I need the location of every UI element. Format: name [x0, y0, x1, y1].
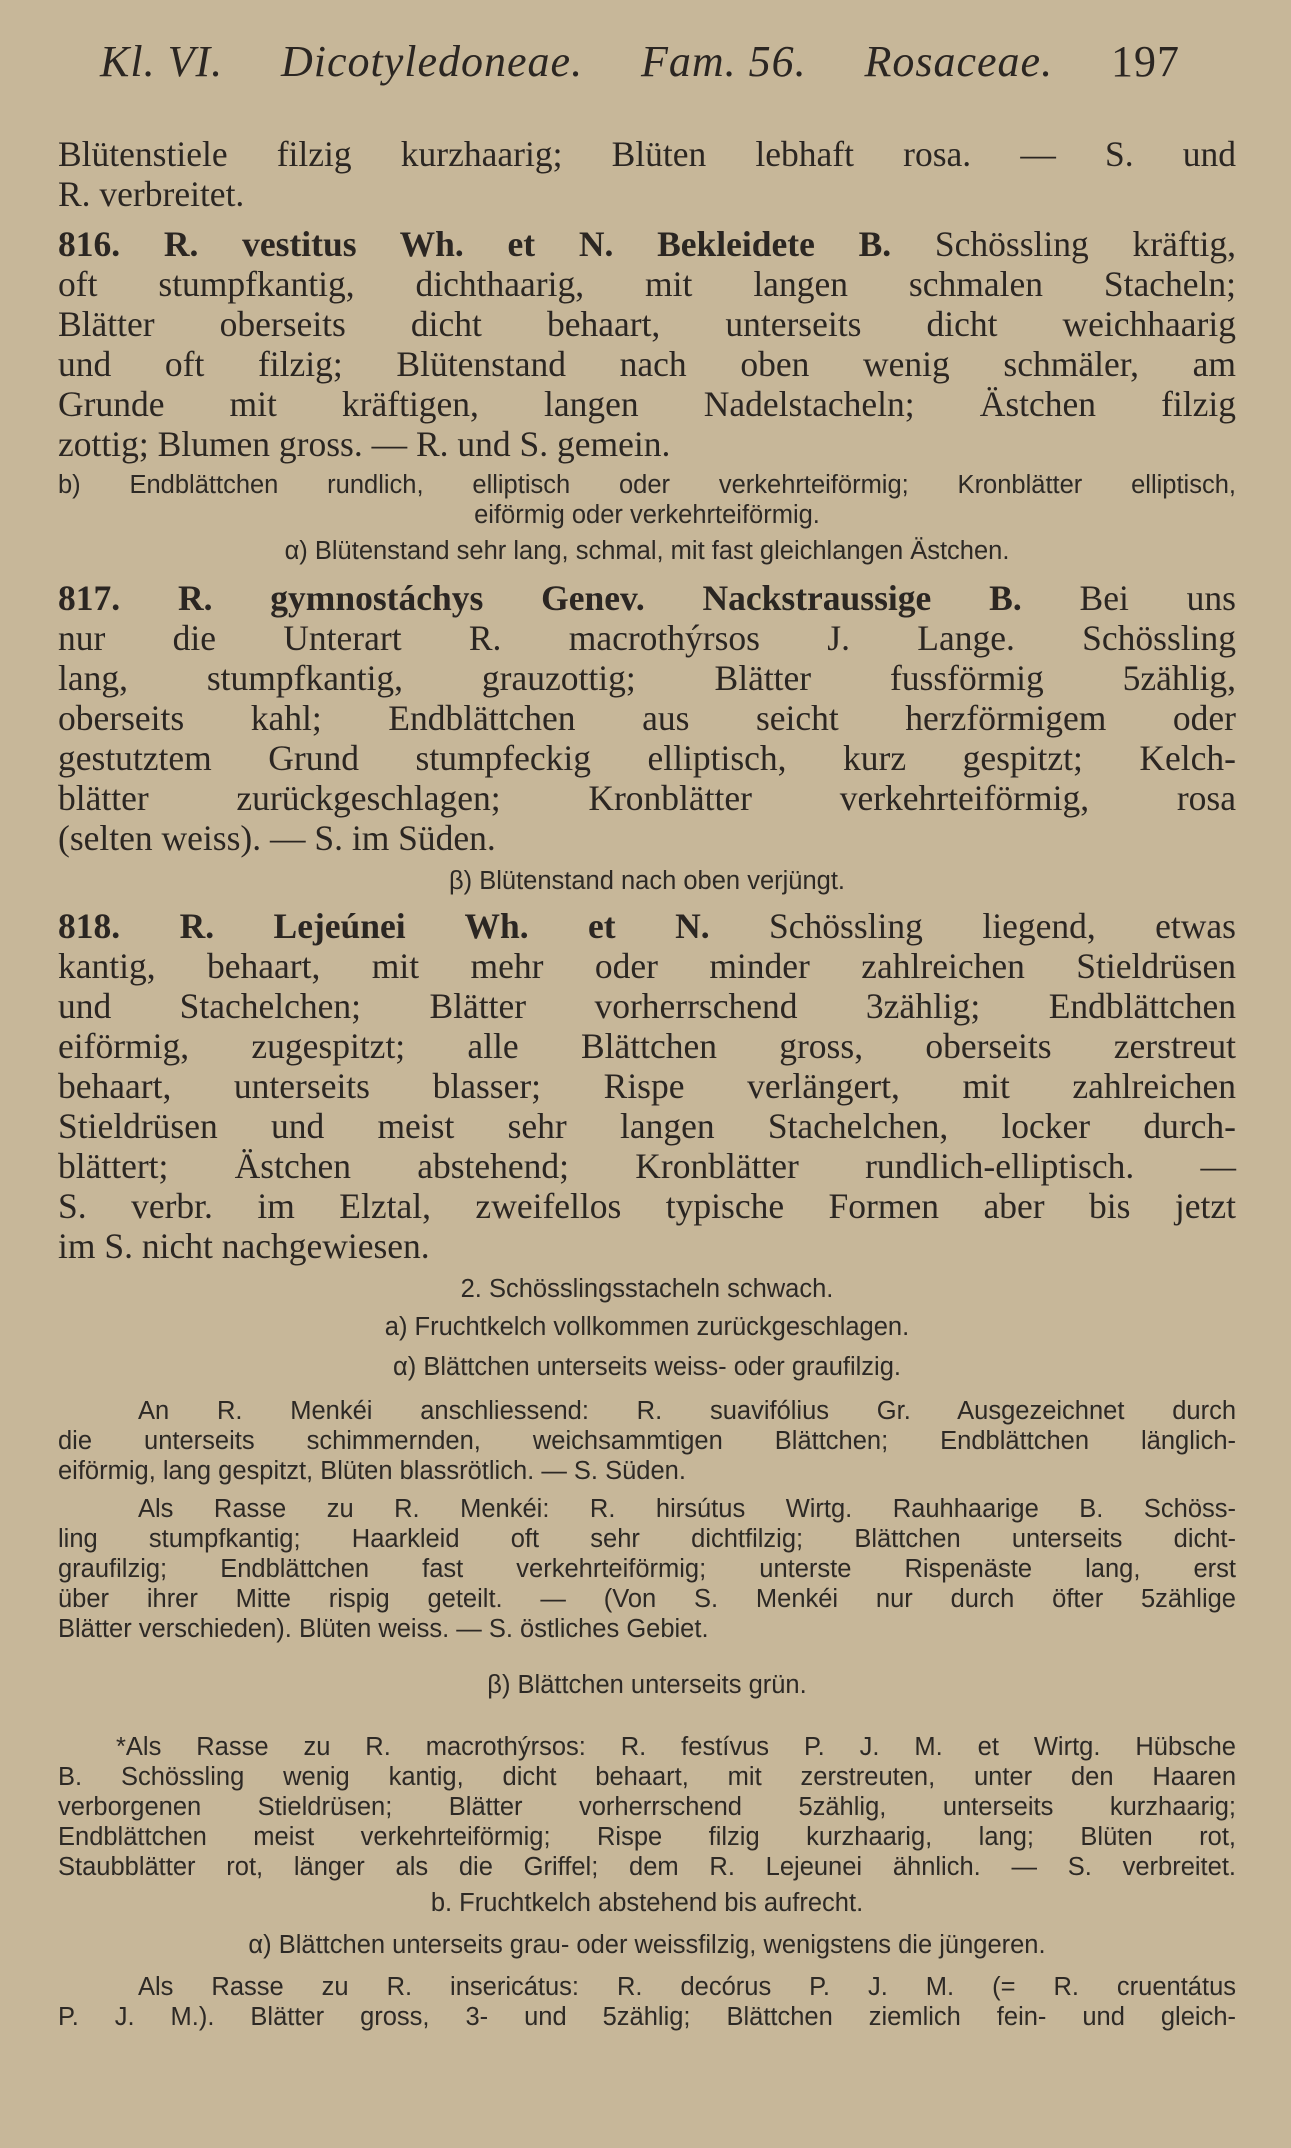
text-line: im S. nicht nachgewiesen.	[58, 1226, 430, 1266]
header-class-label: Kl. VI.	[100, 37, 224, 86]
text-line: oft stumpfkantig, dichthaarig, mit langen schmalen Stacheln;	[58, 264, 1236, 304]
note-hirsutus	[58, 1494, 1236, 1644]
text-line: eiförmig, lang gespitzt, Blüten blassrötlich. — S. Süden.	[58, 1457, 686, 1485]
text-line: Schössling liegend, etwas	[769, 906, 1236, 946]
key-heading-alpha: α) Blättchen unterseits weiss- oder graufilzig.	[393, 1353, 901, 1381]
text-line: eiförmig oder verkehrteiförmig.	[474, 501, 820, 529]
key-heading-beta: β) Blättchen unterseits grün.	[487, 1671, 807, 1699]
paragraph-continuation	[58, 134, 1236, 214]
header-subclass: Dicotyledoneae.	[280, 37, 584, 86]
text-line: (selten weiss). — S. im Süden.	[58, 818, 496, 858]
text-line: blätter zurückgeschlagen; Kronblätter verkehrteiförmig, rosa	[58, 778, 1236, 818]
text-line: R. verbreitet.	[58, 174, 245, 214]
text-line: Grunde mit kräftigen, langen Nadelstacheln; Ästchen filzig	[58, 384, 1236, 424]
text-line: b) Endblättchen rundlich, elliptisch oder verkehrteiförmig; Kronblätter elliptisch,	[58, 471, 1236, 499]
key-heading-2: 2. Schösslingsstacheln schwach.	[460, 1275, 834, 1303]
text-line: und Stachelchen; Blätter vorherrschend 3zählig; Endblättchen	[58, 986, 1236, 1026]
entry-heading: 817. R. gymnostáchys Genev. Nackstraussige B.	[58, 578, 1022, 618]
key-heading-alpha-2: α) Blättchen unterseits grau- oder weissfilzig, wenigstens die jüngeren.	[248, 1931, 1046, 1959]
text-line: Staubblätter rot, länger als die Griffel; dem R. Lejeunei ähnlich. — S. verbreitet.	[58, 1853, 1236, 1881]
running-header	[100, 36, 1180, 87]
entry-818	[58, 906, 1236, 1266]
text-line: Blütenstiele filzig kurzhaarig; Blüten lebhaft rosa. — S. und	[58, 134, 1236, 174]
key-heading-b: b. Fruchtkelch abstehend bis aufrecht.	[430, 1889, 864, 1917]
text-line: oberseits kahl; Endblättchen aus seicht herzförmigem oder	[58, 698, 1236, 738]
header-family: Fam. 56.	[640, 37, 807, 86]
text-line: lang, stumpfkantig, grauzottig; Blätter fussförmig 5zählig,	[58, 658, 1236, 698]
header-family-name: Rosaceae.	[864, 37, 1054, 86]
text-line: ling stumpfkantig; Haarkleid oft sehr dichtfilzig; Blättchen unterseits dicht-	[58, 1525, 1236, 1553]
text-line: Blätter oberseits dicht behaart, unterseits dicht weichhaarig	[58, 304, 1236, 344]
text-line: Als Rasse zu R. insericátus: R. decórus P. J. M. (= R. cruentátus	[138, 1973, 1236, 2001]
text-line: P. J. M.). Blätter gross, 3- und 5zählig; Blättchen ziemlich fein- und gleich-	[58, 2003, 1236, 2031]
text-line: verborgenen Stieldrüsen; Blätter vorherrschend 5zählig, unterseits kurzhaarig;	[58, 1793, 1236, 1821]
entry-heading: 816. R. vestitus Wh. et N. Bekleidete B.	[58, 224, 892, 264]
text-line: Schössling kräftig,	[934, 224, 1236, 264]
text-line: graufilzig; Endblättchen fast verkehrteiförmig; unterste Rispenäste lang, erst	[58, 1555, 1236, 1583]
note-decorus	[58, 1972, 1236, 2032]
entry-817	[58, 578, 1236, 858]
text-line: Als Rasse zu R. Menkéi: R. hirsútus Wirtg. Rauhhaarige B. Schöss-	[138, 1495, 1236, 1523]
text-line: nur die Unterart R. macrothýrsos J. Lange. Schössling	[58, 618, 1236, 658]
text-line: blättert; Ästchen abstehend; Kronblätter rundlich-elliptisch. —	[58, 1146, 1236, 1186]
note-alpha: α) Blütenstand sehr lang, schmal, mit fast gleichlangen Ästchen.	[284, 537, 1010, 565]
text-line: behaart, unterseits blasser; Rispe verlängert, mit zahlreichen	[58, 1066, 1236, 1106]
page-number: 197	[1110, 37, 1180, 86]
text-line: zottig; Blumen gross. — R. und S. gemein.	[58, 424, 671, 464]
entry-816	[58, 224, 1236, 464]
text-line: über ihrer Mitte rispig geteilt. — (Von S. Menkéi nur durch öfter 5zählige	[58, 1585, 1236, 1613]
text-line: Blätter verschieden). Blüten weiss. — S. östliches Gebiet.	[58, 1615, 709, 1643]
text-line: An R. Menkéi anschliessend: R. suavifólius Gr. Ausgezeichnet durch	[138, 1397, 1236, 1425]
note-b	[58, 470, 1236, 530]
note-festivus	[58, 1732, 1236, 1882]
note-beta: β) Blütenstand nach oben verjüngt.	[448, 867, 845, 895]
text-line: Stieldrüsen und meist sehr langen Stachelchen, locker durch-	[58, 1106, 1236, 1146]
text-line: gestutztem Grund stumpfeckig elliptisch, kurz gespitzt; Kelch-	[58, 738, 1236, 778]
text-line: Bei uns	[1079, 578, 1236, 618]
text-line: S. verbr. im Elztal, zweifellos typische Formen aber bis jetzt	[58, 1186, 1236, 1226]
entry-heading: 818. R. Lejeúnei Wh. et N.	[58, 906, 710, 946]
text-line: eiförmig, zugespitzt; alle Blättchen gross, oberseits zerstreut	[58, 1026, 1236, 1066]
text-line: die unterseits schimmernden, weichsammtigen Blättchen; Endblättchen länglich-	[58, 1427, 1236, 1455]
text-line: B. Schössling wenig kantig, dicht behaart, mit zerstreuten, unter den Haaren	[58, 1763, 1236, 1791]
text-line: *Als Rasse zu R. macrothýrsos: R. festívus P. J. M. et Wirtg. Hübsche	[116, 1733, 1236, 1761]
text-line: Endblättchen meist verkehrteiförmig; Rispe filzig kurzhaarig, lang; Blüten rot,	[58, 1823, 1236, 1851]
text-line: und oft filzig; Blütenstand nach oben wenig schmäler, am	[58, 344, 1236, 384]
key-heading-a: a) Fruchtkelch vollkommen zurückgeschlagen.	[384, 1313, 910, 1341]
text-line: kantig, behaart, mit mehr oder minder zahlreichen Stieldrüsen	[58, 946, 1236, 986]
note-suavifolius	[58, 1396, 1236, 1486]
